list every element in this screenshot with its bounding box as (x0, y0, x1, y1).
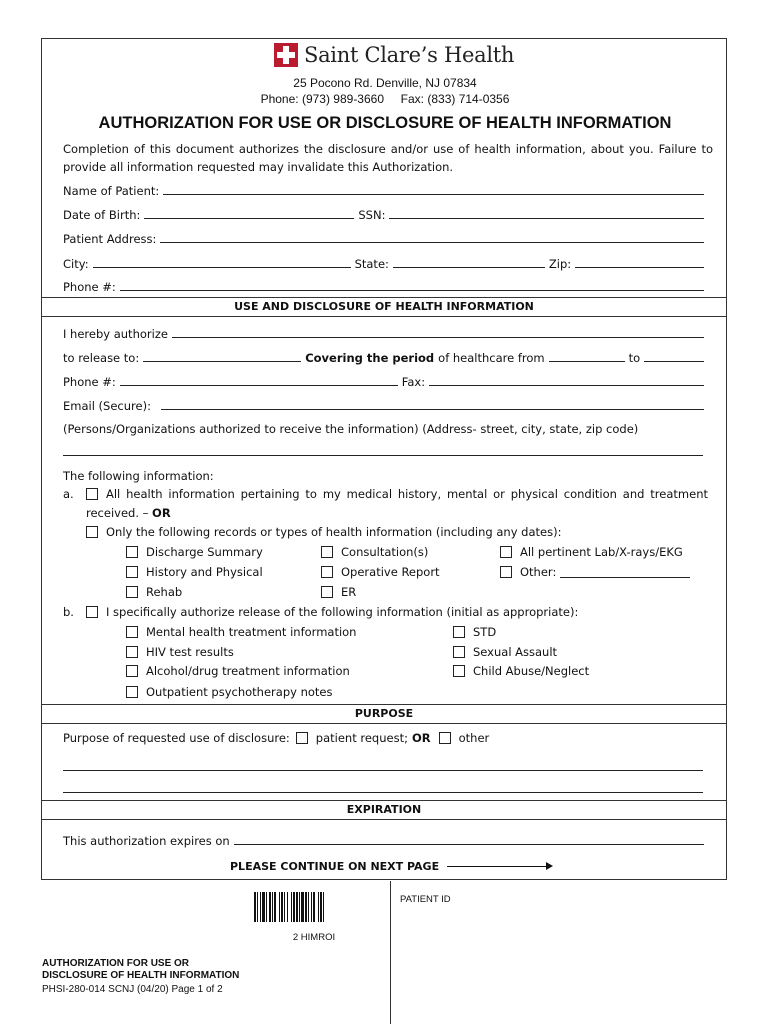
sexual-label: Sexual Assault (473, 645, 558, 659)
authorize-row (63, 325, 708, 341)
only-following-checkbox[interactable] (86, 526, 98, 538)
period-to-field[interactable] (644, 360, 704, 362)
option-a-text-2 (86, 506, 171, 520)
form-code: PHSI-280-014 SCNJ (04/20) Page 1 of 2 (42, 984, 223, 995)
org-logo (274, 43, 514, 67)
other-record-label: Other: (520, 565, 557, 579)
discharge-checkbox[interactable] (126, 546, 138, 558)
barcode (254, 892, 374, 922)
org-address: 25 Pocono Rd. Denville, NJ 07834 (293, 76, 477, 90)
email-row (63, 397, 708, 413)
patient-request-checkbox[interactable] (296, 732, 308, 744)
mental-checkbox[interactable] (126, 626, 138, 638)
state-field[interactable] (393, 266, 545, 268)
hiv-checkbox[interactable] (126, 646, 138, 658)
option-a-row (86, 487, 708, 501)
option-b-letter: b. (63, 605, 74, 619)
expiration-row (63, 832, 708, 848)
form-title: AUTHORIZATION FOR USE OR DISCLOSURE OF HEALTH INFORMATION (98, 114, 672, 132)
zip-field[interactable] (575, 266, 704, 268)
recipient-phone-field[interactable] (120, 384, 398, 386)
std-label: STD (473, 625, 497, 639)
discharge-label: Discharge Summary (146, 545, 263, 559)
continue-text: PLEASE CONTINUE ON NEXT PAGE (230, 860, 440, 873)
operative-label: Operative Report (341, 565, 440, 579)
alcohol-label: Alcohol/drug treatment information (146, 664, 350, 678)
dob-field[interactable] (144, 217, 354, 219)
alcohol-checkbox[interactable] (126, 665, 138, 677)
covering-period-label: Covering the period (305, 351, 435, 365)
covering-rest-label: of healthcare from (438, 351, 545, 365)
sexual-checkbox[interactable] (453, 646, 465, 658)
option-a-letter: a. (63, 487, 74, 501)
city-state-zip-row (63, 255, 708, 271)
phone-field[interactable] (120, 289, 704, 291)
footer-divider (390, 881, 391, 1024)
form-title-line-2: DISCLOSURE OF HEALTH INFORMATION (42, 970, 240, 981)
recipient-fax-label: Fax: (401, 375, 426, 389)
purpose-label: Purpose of requested use of disclosure: (63, 731, 290, 745)
release-row (63, 349, 708, 365)
authorize-field[interactable] (172, 336, 704, 338)
expiration-field[interactable] (234, 843, 704, 845)
specific-release-checkbox[interactable] (86, 606, 98, 618)
history-label: History and Physical (146, 565, 263, 579)
authorize-label: I hereby authorize (63, 327, 168, 341)
record-discharge (126, 545, 263, 559)
purpose-line-1[interactable] (63, 770, 703, 771)
expiration-label: This authorization expires on (63, 834, 230, 848)
specific-child (453, 664, 589, 678)
record-rehab (126, 585, 182, 599)
specific-std (453, 625, 496, 639)
specific-sexual (453, 645, 557, 659)
history-checkbox[interactable] (126, 566, 138, 578)
consultation-label: Consultation(s) (341, 545, 429, 559)
recipient-fax-field[interactable] (429, 384, 704, 386)
period-to-label: to (628, 351, 641, 365)
org-phone-fax: Phone: (973) 989-3660 Fax: (833) 714-0356 (260, 92, 510, 106)
following-label: The following information: (63, 469, 214, 483)
er-label: ER (341, 585, 357, 599)
phone-label: Phone #: (63, 280, 116, 294)
option-b-text: I specifically authorize release of the following information (initial as appropriate): (106, 605, 579, 619)
email-field[interactable] (161, 408, 704, 410)
operative-checkbox[interactable] (321, 566, 333, 578)
other-record-field[interactable] (560, 566, 690, 578)
ssn-field[interactable] (389, 217, 704, 219)
mental-label: Mental health treatment information (146, 625, 357, 639)
rehab-checkbox[interactable] (126, 586, 138, 598)
option-a-or: OR (152, 506, 171, 520)
record-er (321, 585, 356, 599)
other-purpose-label: other (458, 731, 490, 745)
use-disclosure-heading: USE AND DISCLOSURE OF HEALTH INFORMATION (42, 297, 726, 317)
patient-id-label: PATIENT ID (400, 894, 451, 905)
release-to-label: to release to: (63, 351, 140, 365)
option-a-received: received. – (86, 506, 149, 520)
er-checkbox[interactable] (321, 586, 333, 598)
expiration-heading: EXPIRATION (42, 800, 726, 820)
other-record-checkbox[interactable] (500, 566, 512, 578)
record-other (500, 565, 690, 579)
city-field[interactable] (93, 266, 351, 268)
persons-note: (Persons/Organizations authorized to receive the information) (Address- street, city, state, zip code) (63, 422, 639, 436)
patient-name-row (63, 182, 708, 198)
psycho-label: Outpatient psychotherapy notes (146, 685, 333, 699)
child-label: Child Abuse/Neglect (473, 664, 590, 678)
record-lab (500, 545, 683, 559)
all-health-info-checkbox[interactable] (86, 488, 98, 500)
ssn-label: SSN: (358, 208, 386, 222)
recipient-phone-fax-row (63, 373, 708, 389)
patient-request-label: patient request; (315, 731, 408, 745)
rehab-label: Rehab (146, 585, 183, 599)
address-label: Patient Address: (63, 232, 157, 246)
barcode-text: 2 HIMROI (292, 932, 336, 943)
patient-name-field[interactable] (163, 193, 704, 195)
intro-text: Completion of this document authorizes the disclosure and/or use of health information, about you. Failure to provide all information requested may invalidate this Authorization. (63, 142, 713, 174)
child-checkbox[interactable] (453, 665, 465, 677)
period-from-field[interactable] (549, 360, 625, 362)
std-checkbox[interactable] (453, 626, 465, 638)
psycho-checkbox[interactable] (126, 686, 138, 698)
city-label: City: (63, 257, 89, 271)
phone-row (63, 278, 708, 294)
consultation-checkbox[interactable] (321, 546, 333, 558)
arrow-right-icon (447, 866, 551, 867)
recipient-phone-label: Phone #: (63, 375, 116, 389)
lab-checkbox[interactable] (500, 546, 512, 558)
zip-label: Zip: (548, 257, 572, 271)
continue-note (230, 860, 551, 873)
other-purpose-checkbox[interactable] (439, 732, 451, 744)
purpose-line-2[interactable] (63, 792, 703, 793)
record-operative (321, 565, 440, 579)
specific-psycho (126, 685, 332, 699)
dob-ssn-row (63, 206, 708, 222)
lab-label: All pertinent Lab/X-rays/EKG (520, 545, 683, 559)
address-row (63, 230, 708, 246)
persons-address-field[interactable] (63, 455, 703, 456)
org-name: Saint Clare’s Health (304, 43, 515, 67)
address-field[interactable] (160, 241, 704, 243)
hiv-label: HIV test results (146, 645, 234, 659)
dob-label: Date of Birth: (63, 208, 141, 222)
record-history (126, 565, 263, 579)
cross-icon (274, 43, 298, 67)
patient-name-label: Name of Patient: (63, 184, 160, 198)
email-label: Email (Secure): (63, 399, 151, 413)
release-to-field[interactable] (143, 360, 301, 362)
purpose-or: OR (411, 731, 431, 745)
option-a-text: All health information pertaining to my medical history, mental or physical condition and treatment (106, 487, 708, 501)
only-following-text: Only the following records or types of health information (including any dates): (106, 525, 562, 539)
specific-hiv (126, 645, 234, 659)
form-title-line-1: AUTHORIZATION FOR USE OR (42, 958, 190, 969)
specific-mental (126, 625, 356, 639)
record-consultation (321, 545, 428, 559)
specific-alcohol (126, 664, 350, 678)
purpose-row (63, 731, 489, 745)
only-following-row (86, 525, 561, 539)
option-b-row (86, 605, 578, 619)
state-label: State: (354, 257, 389, 271)
purpose-heading: PURPOSE (42, 704, 726, 724)
